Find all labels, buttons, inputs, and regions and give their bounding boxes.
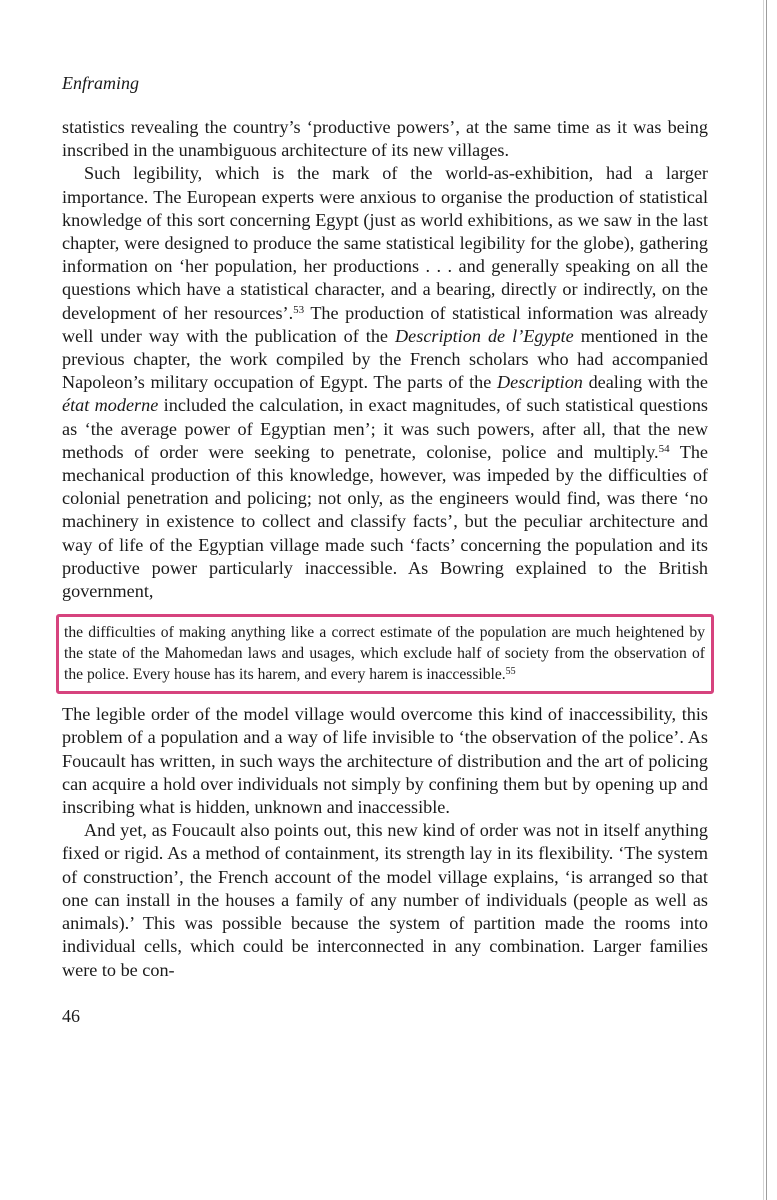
paragraph-1: statistics revealing the country’s ‘productive powers’, at the same time as it was being inscribed in the unambiguous architecture of its new villages. (62, 117, 708, 161)
paragraph-2-part-3: mentioned in the previous chapter, the work compiled by the French scholars who had accompanied Napoleon’s military occupation of Egypt. The parts of the (62, 325, 709, 393)
paragraph-2-part-2: The production of statistical information was already well under way with the publication of the (62, 302, 708, 346)
book-page (62, 70, 708, 1028)
term-etat-moderne: état moderne (62, 395, 159, 416)
paragraph-2-part-6: The mechanical production of this knowledge, however, was impeded by the difficulties of colonial penetration and policing; not only, as the engineers would find, was there ‘no machinery in existence to collect and classify facts’, but the peculiar architecture and way of life of the Egyptian village made such ‘facts’ concerning the population and its productive power particularly inaccessible. As Bowring explained to the British government, (62, 441, 708, 602)
paragraph-2-part-5: included the calculation, in exact magnitudes, of such statistical questions as ‘the average power of Egyptian men’; it was such powers, after all, that the new methods of order were seeking to penetrate, colonise, police and multiply. (62, 395, 708, 462)
paragraph-4: And yet, as Foucault also points out, this new kind of order was not in itself anything fixed or rigid. As a method of containment, its strength lay in its flexibility. ‘The system of construction’, the French account of the model village explains, ‘is arranged so that one can install in the houses a family of any number of individuals (people as well as animals).’ This was possible because the system of partition made the rooms into individual cells, which could be interconnected in any combination. Larger families were to be con- (62, 820, 708, 980)
footnote-ref-54: 54 (658, 442, 670, 455)
block-quote-body: the difficulties of making anything like a correct estimate of the population are much heightened by the state of the Mahomedan laws and usages, which exclude half of society from the observation of the police. Every house has its harem, and every harem is inaccessible. (64, 624, 705, 684)
paragraph-2-part-4: dealing with the (582, 372, 708, 393)
paragraph-3: The legible order of the model village would overcome this kind of inaccessibility, this problem of a population and a way of life invisible to ‘the observation of the police’. As Foucault has written, in such ways the architecture of distribution and the art of policing can acquire a hold over individuals not simply by confining them but by opening up and inscribing what is hidden, unknown and inaccessible. (62, 704, 708, 818)
block-quote-text (64, 622, 705, 685)
paragraph-2 (62, 162, 708, 603)
footnote-ref-53: 53 (293, 303, 305, 316)
title-description: Description (497, 372, 583, 393)
page-gutter-line (766, 0, 767, 1200)
body-text (62, 116, 708, 982)
running-head: Enframing (62, 73, 140, 93)
page-number: 46 (62, 1005, 80, 1026)
highlighted-block-quote (56, 614, 714, 694)
footnote-ref-55: 55 (505, 666, 516, 678)
paragraph-2-part-1: Such legibility, which is the mark of the world-as-exhibition, had a larger importance. The European experts were anxious to organise the production of statistical knowledge of this sort concerning Egypt (just as world exhibitions, as we saw in the last chapter, were designed to produce the same statistical legibility for the globe), gathering information on ‘her population, her productions . . . and generally speaking on all the questions which have a statistical character, and a bearing, directly or indirectly, on the development of her resources’. (62, 163, 708, 323)
page-gutter-shadow (763, 0, 764, 1200)
title-description-de-legypte: Description de l’Egypte (395, 325, 574, 346)
